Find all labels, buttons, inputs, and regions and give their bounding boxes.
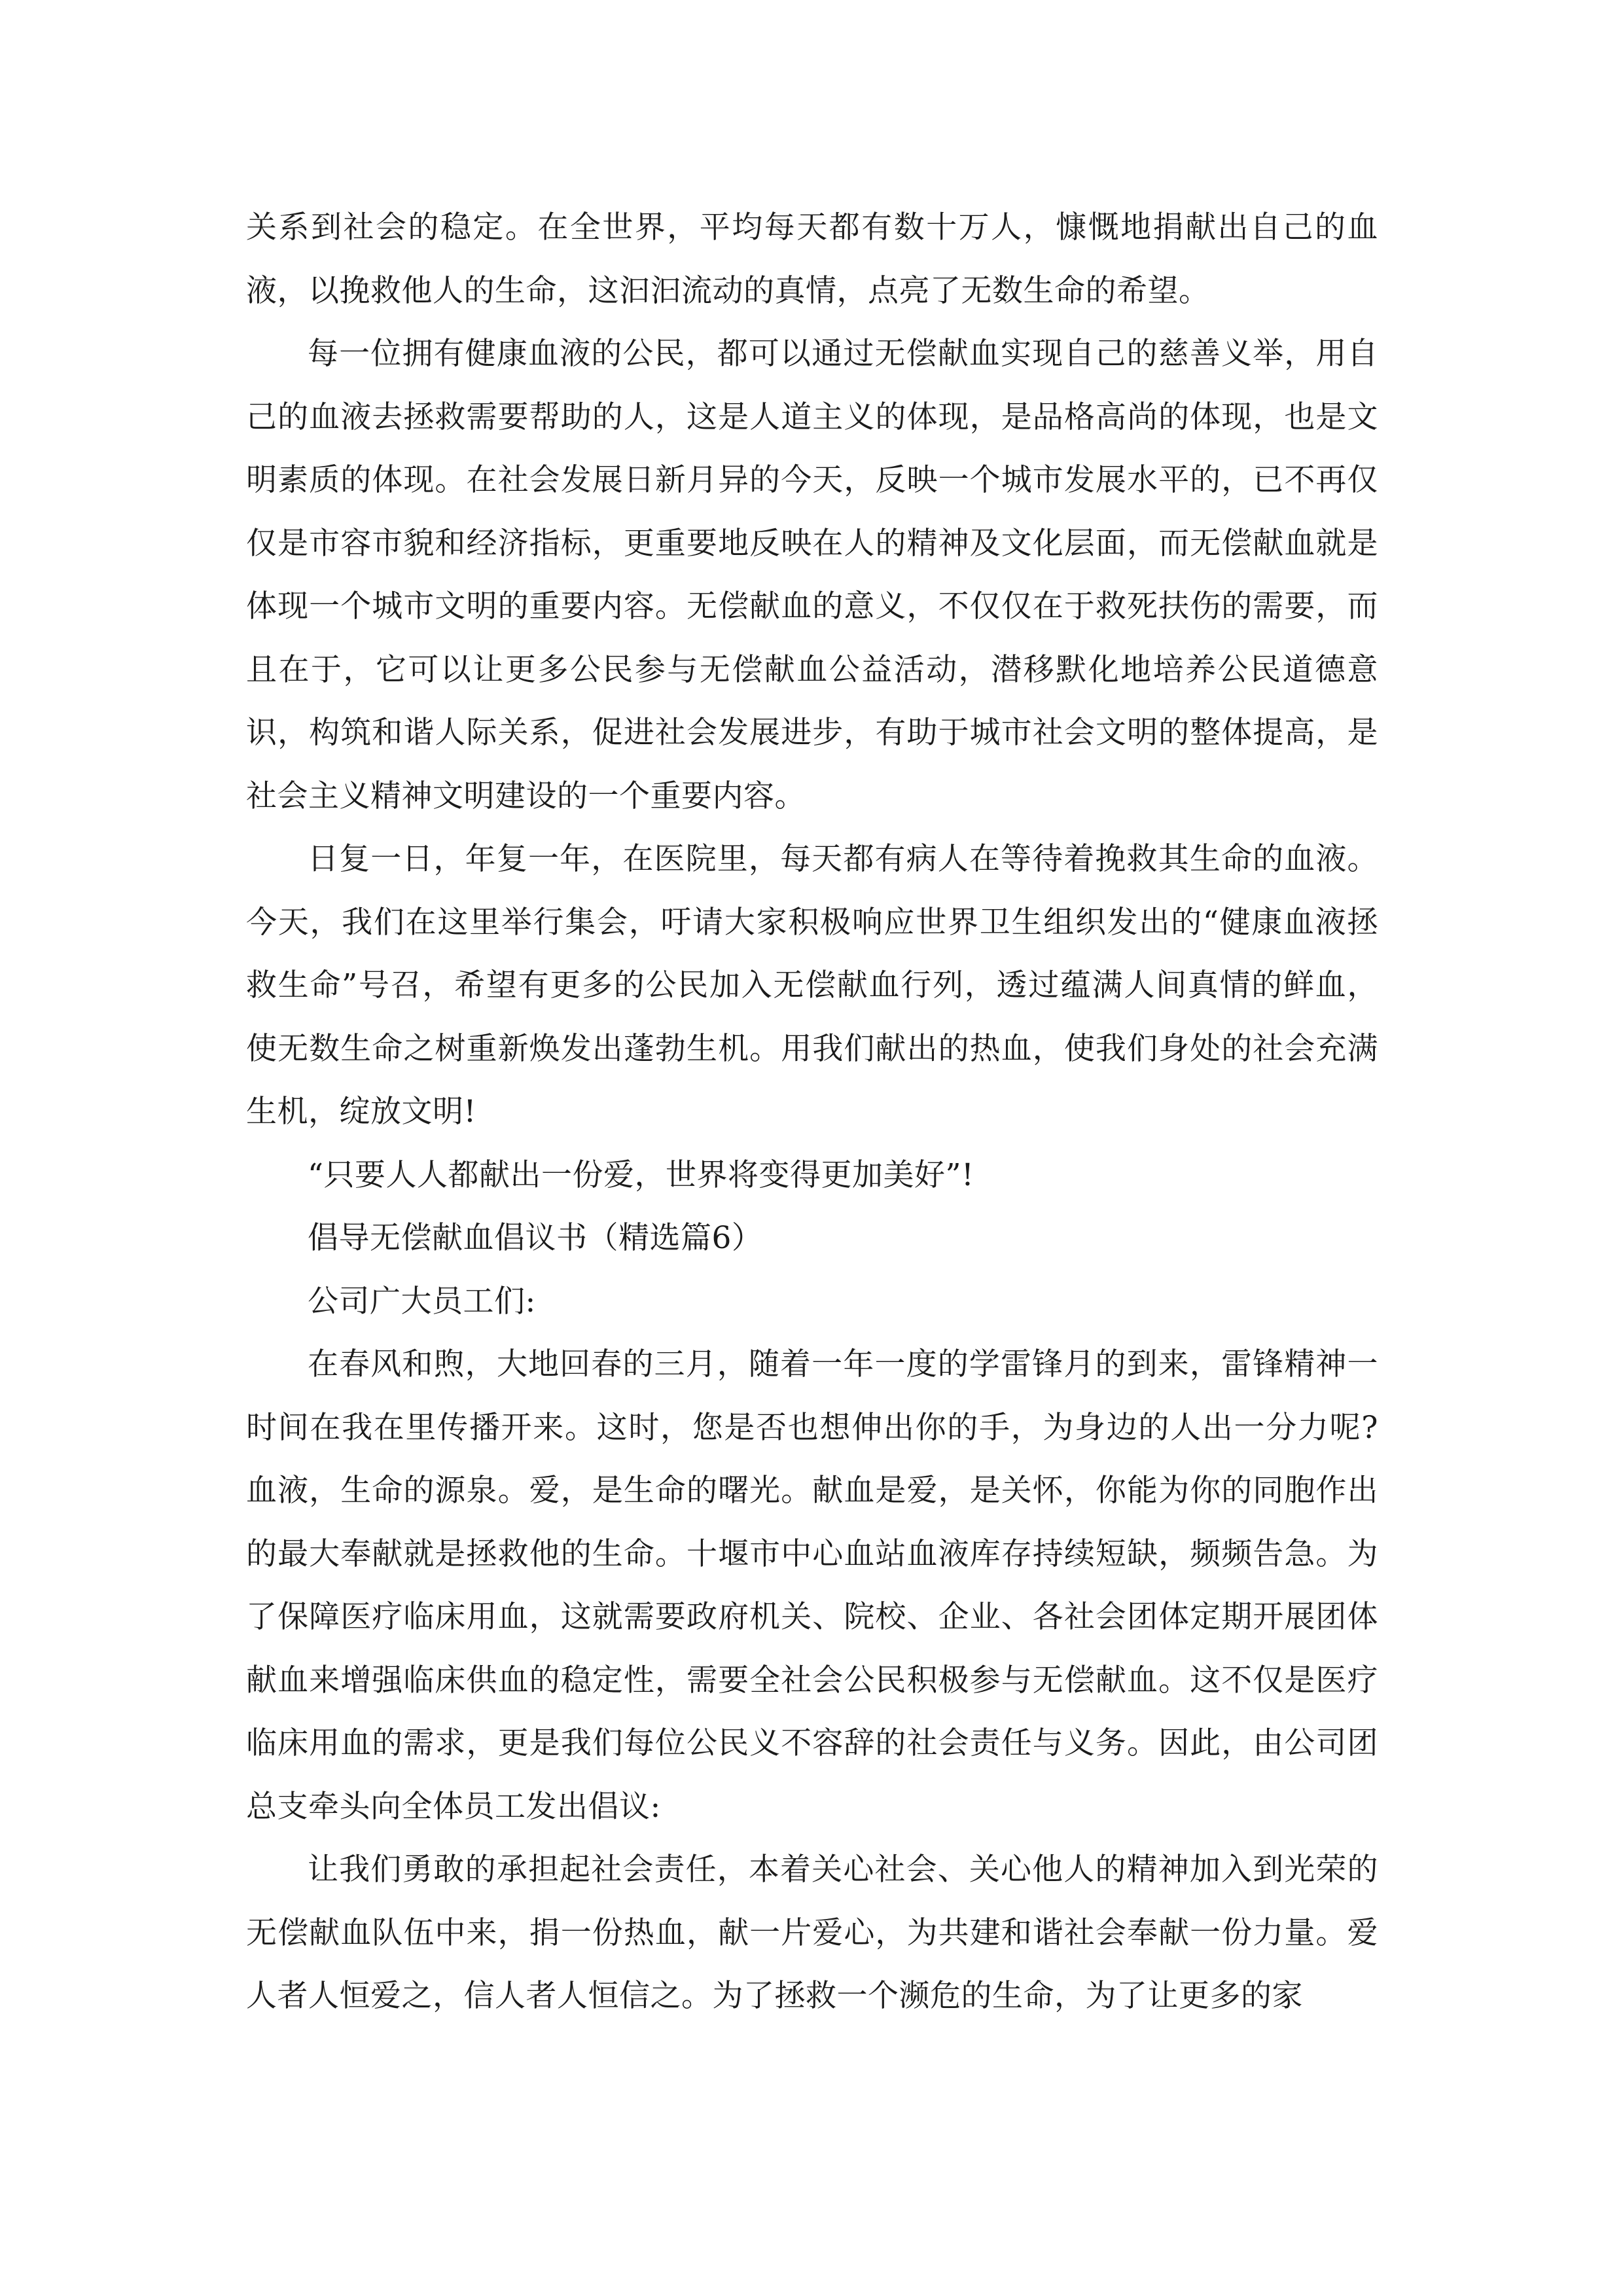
salutation: 公司广大员工们: bbox=[308, 1283, 536, 1319]
section-heading: 倡导无偿献血倡议书（精选篇6） bbox=[308, 1220, 763, 1256]
paragraph-1: 关系到社会的稳定。在全世界，平均每天都有数十万人，慷慨地捐献出自己的血液，以挽救他人的生命，这汩汩流动的真情，点亮了无数生命的希望。 bbox=[246, 209, 1378, 309]
paragraph-8: 让我们勇敢的承担起社会责任，本着关心社会、关心他人的精神加入到光荣的无偿献血队伍中来，捐一份热血，献一片爱心，为共建和谐社会奉献一份力量。爱人者人恒爱之，信人者人恒信之。为了拯救一个濒危的生命，为了让更多的家 bbox=[246, 1852, 1378, 2014]
paragraph-7: 在春风和煦，大地回春的三月，随着一年一度的学雷锋月的到来，雷锋精神一时间在我在里传播开来。这时，您是否也想伸出你的手，为身边的人出一分力呢? 血液，生命的源泉。爱，是生命的曙光。献血是爱，是关怀，你能为你的同胞作出的最大奉献就是拯救他的生命。十堰市中心血站血液库存持续短缺，频频告急。为了保障医疗临床用血，这就需要政府机关、院校、企业、各社会团体定期开展团体献血来增强临床供血的稳定性，需要全社会公民积极参与无偿献血。这不仅是医疗临床用血的需求，更是我们每位公民义不容辞的社会责任与义务。因此，由公司团总支牵头向全体员工发出倡议: bbox=[246, 1346, 1378, 1825]
slogan-paragraph: “只要人人都献出一份爱，世界将变得更加美好”! bbox=[308, 1157, 974, 1193]
paragraph-3: 日复一日，年复一年，在医院里，每天都有病人在等待着挽救其生命的血液。今天，我们在这里举行集会，吁请大家积极响应世界卫生组织发出的“健康血液拯救生命”号召，希望有更多的公民加入无偿献血行列，透过蕴满人间真情的鲜血，使无数生命之树重新焕发出蓬勃生机。用我们献出的热血，使我们身处的社会充满生机，绽放文明! bbox=[246, 841, 1378, 1130]
document-body bbox=[246, 196, 1378, 2028]
paragraph-2: 每一位拥有健康血液的公民，都可以通过无偿献血实现自己的慈善义举，用自己的血液去拯救需要帮助的人，这是人道主义的体现，是品格高尚的体现，也是文明素质的体现。在社会发展日新月异的今天，反映一个城市发展水平的，已不再仅仅是市容市貌和经济指标，更重要地反映在人的精神及文化层面，而无偿献血就是体现一个城市文明的重要内容。无偿献血的意义，不仅仅在于救死扶伤的需要，而且在于，它可以让更多公民参与无偿献血公益活动，潜移默化地培养公民道德意识，构筑和谐人际关系，促进社会发展进步，有助于城市社会文明的整体提高，是社会主义精神文明建设的一个重要内容。 bbox=[246, 336, 1378, 814]
